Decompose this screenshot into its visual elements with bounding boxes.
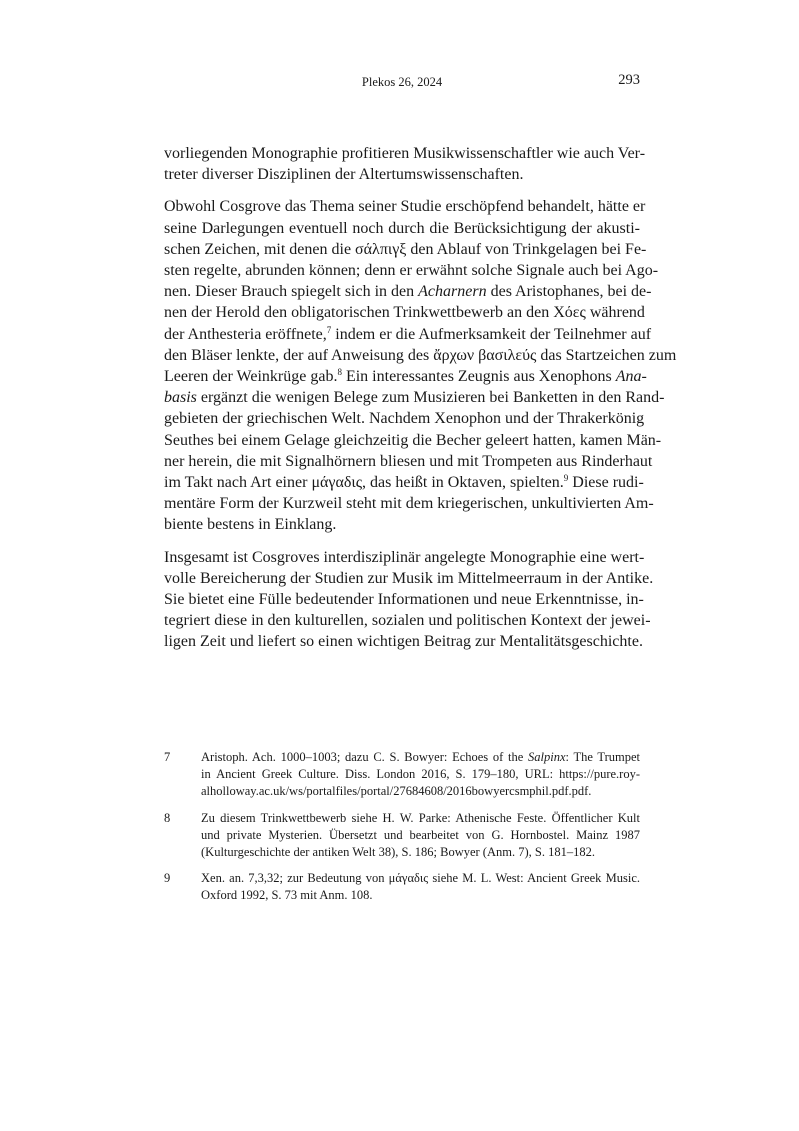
footnote-text [201, 749, 640, 801]
text-line: Sie bietet eine Fülle bedeutender Informationen und neue Erkenntnisse, in- [164, 591, 644, 609]
footnote-number: 7 [164, 750, 171, 764]
italic-title: Salpinx [528, 750, 566, 764]
footnote-number: 8 [164, 810, 171, 825]
text-line: den Bläser lenkte, der auf Anweisung des ἄρχων βασιλεύς das Startzeichen zum [164, 346, 677, 364]
text-line: treter diverser Disziplinen der Altertumswissenschaften. [164, 166, 524, 184]
greek-term: Χόες [553, 304, 586, 322]
running-title: Plekos 26, 2024 [361, 75, 443, 89]
footnote-8 [164, 810, 640, 862]
paragraph-2 [164, 196, 677, 535]
text-line: basis ergänzt die wenigen Belege zum Musizieren bei Banketten in den Rand- [164, 389, 665, 407]
text-line: in Ancient Greek Culture. Diss. London 2016, S. 179–180, URL: https://pure.roy- [201, 767, 640, 782]
page-header [164, 72, 640, 94]
text-line: sten regelte, abrunden können; denn er erwähnt solche Signale auch bei Ago- [164, 262, 659, 280]
text-line: ligen Zeit und liefert so einen wichtigen Beitrag zur Mentalitätsgeschichte. [164, 633, 643, 651]
text-line: nen. Dieser Brauch spiegelt sich in den Acharnern des Aristophanes, bei de- [164, 283, 652, 301]
text-line: nen der Herold den obligatorischen Trinkwettbewerb an den Χόες während [164, 304, 645, 322]
footnote-7 [164, 749, 640, 801]
text-line: alholloway.ac.uk/ws/portalfiles/portal/27684608/2016bowyercsmphil.pdf.pdf. [201, 784, 592, 799]
text-line: mentäre Form der Kurzweil steht mit dem kriegerischen, unkultivierten Am- [164, 495, 654, 513]
footnote-ref: 8 [337, 367, 342, 378]
page-number: 293 [618, 72, 640, 88]
text-line: Aristoph. Ach. 1000–1003; dazu C. S. Bowyer: Echoes of the Salpinx: The Trumpet [201, 750, 640, 764]
text-line: seine Darlegungen eventuell noch durch die Berücksichtigung der akusti- [164, 219, 640, 237]
text-line: (Kulturgeschichte der antiken Welt 38), S. 186; Bowyer (Anm. 7), S. 181–182. [201, 845, 595, 860]
text-line: biente bestens in Einklang. [164, 516, 337, 534]
text-line: Oxford 1992, S. 73 mit Anm. 108. [201, 888, 373, 903]
footnotes [164, 749, 640, 914]
greek-term: μάγαδις [311, 474, 363, 492]
text-line: gebieten der griechischen Welt. Nachdem Xenophon und der Thrakerkönig [164, 410, 645, 428]
text-line: Obwohl Cosgrove das Thema seiner Studie erschöpfend behandelt, hätte er [164, 198, 646, 216]
footnote-number: 9 [164, 871, 171, 886]
italic-title: Acharnern [418, 283, 487, 301]
text-line: Leeren der Weinkrüge gab.$^8$ Ein interessantes Zeugnis aus Xenophons Ana- [164, 367, 647, 386]
paragraph-3 [164, 547, 654, 653]
greek-term: ἄρχων βασιλεύς [433, 346, 537, 364]
text-line: volle Bereicherung der Studien zur Musik im Mittelmeerraum in der Antike. [164, 569, 654, 587]
text-line: im Takt nach Art einer μάγαδις, das heißt in Oktaven, spielten.$^9$ Diese rudi- [164, 473, 644, 492]
text-line: ner herein, die mit Signalhörnern bliesen und mit Trompeten aus Rinderhaut [164, 452, 653, 470]
footnote-ref: 7 [326, 324, 332, 335]
text-line: tegriert diese in den kulturellen, sozialen und politischen Kontext der jewei- [164, 612, 651, 630]
text-line: schen Zeichen, mit denen die σάλπιγξ den Ablauf von Trinkgelagen bei Fe- [164, 240, 647, 258]
text-line: Zu diesem Trinkwettbewerb siehe H. W. Parke: Athenische Feste. Öffentlicher Kult [201, 810, 640, 825]
text-line: der Anthesteria eröffnete,$^7$ indem er die Aufmerksamkeit der Teilnehmer auf [164, 324, 652, 343]
text-line: Insgesamt ist Cosgroves interdisziplinär angelegte Monographie eine wert- [164, 548, 645, 566]
greek-term: μάγαδις [388, 871, 429, 886]
footnote-ref: 9 [563, 473, 569, 484]
text-line: vorliegenden Monographie profitieren Musikwissenschaftler wie auch Ver- [164, 145, 646, 162]
text-line: und private Mysterien. Übersetzt und bearbeitet von G. Hornbostel. Mainz 1987 [201, 827, 640, 842]
body-text [164, 143, 677, 664]
text-line: Xen. an. 7,3,32; zur Bedeutung von μάγαδις siehe M. L. West: Ancient Greek Music. [201, 871, 641, 886]
italic-title: basis [164, 389, 197, 407]
paragraph-1 [164, 143, 646, 185]
italic-title: Ana- [615, 368, 647, 386]
footnote-text [201, 810, 640, 862]
text-line: Seuthes bei einem Gelage gleichzeitig die Becher geleert hatten, kamen Män- [164, 431, 662, 449]
footnote-text [201, 870, 640, 904]
greek-term: σάλπιγξ [355, 240, 407, 258]
footnote-9 [164, 870, 640, 904]
